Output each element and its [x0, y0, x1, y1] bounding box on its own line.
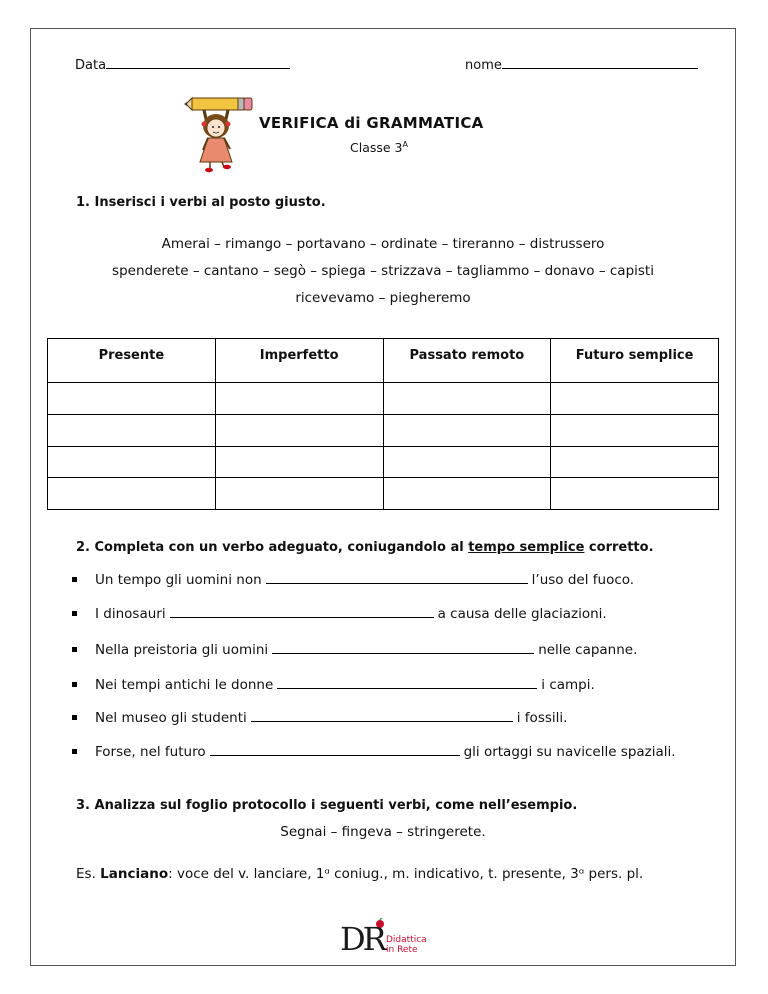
table-header-row: [48, 339, 719, 383]
bullet-icon: [72, 577, 77, 582]
example-text: : voce del v. lanciare, 1ᵅ coniug., m. indicativo, t. presente, 3ᵅ pers. pl.: [168, 866, 644, 882]
table-cell[interactable]: [551, 478, 719, 510]
table-cell[interactable]: [383, 414, 551, 446]
name-blank[interactable]: [502, 56, 698, 69]
sentence-end: i campi.: [541, 677, 595, 693]
exercise-2-title-part-1: 2. Completa con un verbo adeguato, coniugandolo al: [76, 540, 469, 555]
exercise-2-title-part-2: corretto.: [584, 540, 654, 555]
logo-text-line-2: in Rete: [386, 945, 418, 955]
sentence-start: Un tempo gli uomini non: [95, 572, 262, 588]
sentence-end: a causa delle glaciazioni.: [437, 606, 607, 622]
table-row: [48, 446, 719, 478]
bullet-icon: [72, 682, 77, 687]
sentence-start: Nel museo gli studenti: [95, 710, 247, 726]
table-cell[interactable]: [48, 383, 216, 415]
bullet-icon: [72, 611, 77, 616]
verb-list-line-2: spenderete – cantano – segò – spiega – strizzava – tagliammo – donavo – capisti: [112, 263, 654, 279]
table-cell[interactable]: [383, 446, 551, 478]
sentence-end: i fossili.: [516, 710, 568, 726]
date-label: Data: [75, 58, 107, 73]
date-field[interactable]: [75, 56, 290, 73]
table-cell[interactable]: [215, 446, 383, 478]
sentence-start: I dinosauri: [95, 606, 166, 622]
column-header-passato-remoto: Passato remoto: [383, 339, 551, 383]
table-cell[interactable]: [215, 383, 383, 415]
answer-blank[interactable]: [277, 677, 537, 689]
list-item: [72, 744, 676, 760]
sentence-start: Nei tempi antichi le donne: [95, 677, 274, 693]
answer-blank[interactable]: [210, 744, 460, 756]
column-header-futuro-semplice: Futuro semplice: [551, 339, 719, 383]
list-item: [72, 572, 634, 588]
didattica-in-rete-logo: [340, 918, 440, 962]
table-cell[interactable]: [215, 414, 383, 446]
list-item: [72, 710, 567, 726]
sentence-end: nelle capanne.: [538, 642, 638, 658]
date-blank[interactable]: [106, 56, 290, 69]
answer-blank[interactable]: [272, 642, 534, 654]
table-cell[interactable]: [551, 414, 719, 446]
example-prefix: Es.: [76, 866, 101, 882]
bullet-icon: [72, 647, 77, 652]
answer-blank[interactable]: [251, 710, 513, 722]
exercise-1-title: 1. Inserisci i verbi al posto giusto.: [76, 195, 326, 210]
verbs-to-analyze: Segnai – fingeva – stringerete.: [280, 824, 486, 840]
verb-classification-table: [47, 338, 719, 510]
table-cell[interactable]: [383, 478, 551, 510]
answer-blank[interactable]: [170, 606, 434, 618]
name-label: nome: [465, 58, 502, 73]
exercise-2-title-underlined: tempo semplice: [468, 540, 585, 555]
table-cell[interactable]: [383, 383, 551, 415]
example-word: Lanciano: [100, 866, 169, 882]
list-item: [72, 677, 595, 693]
list-item: [72, 606, 607, 622]
sentence-start: Forse, nel futuro: [95, 744, 206, 760]
sentence-end: gli ortaggi su navicelle spaziali.: [463, 744, 676, 760]
bullet-icon: [72, 715, 77, 720]
verb-list-line-1: Amerai – rimango – portavano – ordinate – tireranno – distrussero: [161, 236, 605, 252]
list-item: [72, 642, 637, 658]
class-text: Classe 3: [350, 140, 403, 156]
table-cell[interactable]: [48, 414, 216, 446]
table-row: [48, 383, 719, 415]
exercise-2-title: [76, 540, 654, 555]
class-superscript: A: [402, 140, 408, 149]
exercise-3-title: 3. Analizza sul foglio protocollo i seguenti verbi, come nell’esempio.: [76, 798, 578, 813]
table-cell[interactable]: [215, 478, 383, 510]
answer-blank[interactable]: [266, 572, 528, 584]
bullet-icon: [72, 749, 77, 754]
page-title: VERIFICA di GRAMMATICA: [259, 114, 484, 132]
verb-list-line-3: ricevevamo – piegheremo: [295, 290, 471, 306]
sentence-start: Nella preistoria gli uomini: [95, 642, 269, 658]
logo-letters: DR: [340, 920, 384, 958]
table-cell[interactable]: [551, 383, 719, 415]
logo-text-line-1: Didattica: [386, 935, 427, 945]
sentence-end: l’uso del fuoco.: [531, 572, 635, 588]
column-header-imperfetto: Imperfetto: [215, 339, 383, 383]
table-row: [48, 478, 719, 510]
table-row: [48, 414, 719, 446]
column-header-presente: Presente: [48, 339, 216, 383]
table-cell[interactable]: [551, 446, 719, 478]
table-cell[interactable]: [48, 478, 216, 510]
table-cell[interactable]: [48, 446, 216, 478]
example-line: [76, 866, 643, 882]
class-subtitle: [350, 140, 408, 155]
name-field[interactable]: [465, 56, 698, 73]
girl-with-pencil-illustration: [182, 94, 254, 174]
